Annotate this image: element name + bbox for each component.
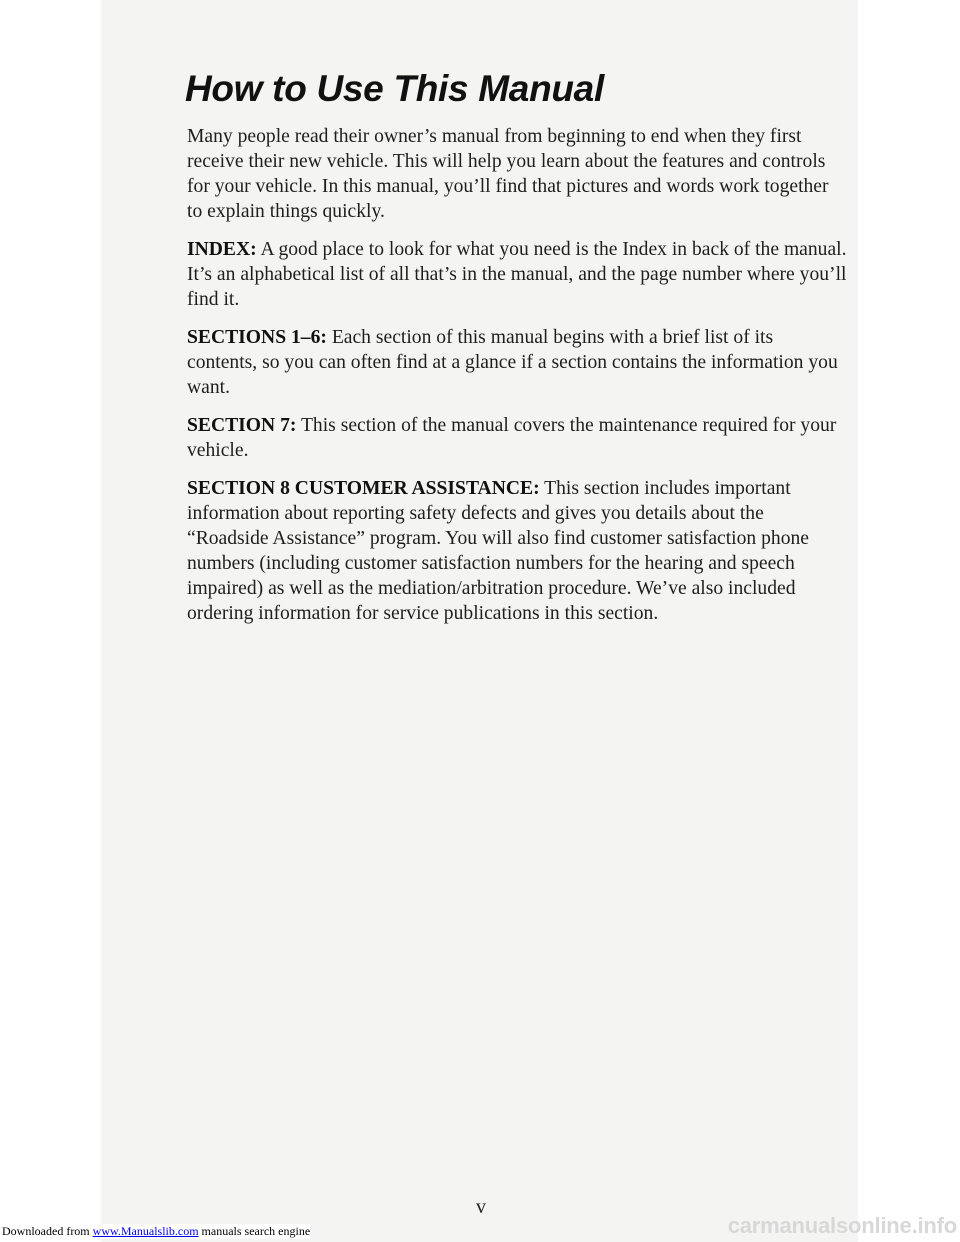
paragraph-text: Each section of this manual begins with a brief list of its contents, so you can often find at a glance if a section contains the information you want. xyxy=(187,327,838,398)
paragraph-text: Many people read their owner’s manual from beginning to end when they first receive their new vehicle. This will help you learn about the features and controls for your vehicle. In this manual, you’ll find that pictures and words work together to explain things quickly. xyxy=(187,126,829,222)
page-content xyxy=(187,124,847,639)
index-paragraph xyxy=(187,237,847,312)
section-8-paragraph xyxy=(187,476,847,626)
paragraph-lead: INDEX: xyxy=(187,239,257,260)
footer-prefix: Downloaded from xyxy=(2,1224,93,1238)
page-title: How to Use This Manual xyxy=(185,68,604,109)
paragraph-lead: SECTION 8 CUSTOMER ASSISTANCE: xyxy=(187,478,540,499)
paragraph-text: This section of the manual covers the maintenance required for your vehicle. xyxy=(187,415,837,461)
page-number: v xyxy=(476,1196,486,1218)
paragraph-lead: SECTION 7: xyxy=(187,415,297,436)
sections-1-6-paragraph xyxy=(187,325,847,400)
footer-suffix: manuals search engine xyxy=(198,1224,311,1238)
paragraph-text: A good place to look for what you need is the Index in back of the manual. It’s an alphabetical list of all that’s in the manual, and the page number where you’ll find it. xyxy=(187,239,847,310)
intro-paragraph xyxy=(187,124,847,224)
manualslib-link[interactable]: www.Manualslib.com xyxy=(92,1224,199,1238)
paragraph-lead: SECTIONS 1–6: xyxy=(187,327,327,348)
paragraph-text: This section includes important information about reporting safety defects and gives you details about the “Roadside Assistance” program. You will also find customer satisfaction phone numbers (including customer satisfaction numbers for the hearing and speech impaired) as well as the mediation/arbitration procedure. We’ve also included ordering information for service publications in this section. xyxy=(187,478,809,624)
section-7-paragraph xyxy=(187,413,847,463)
watermark-text: carmanualsonline.info xyxy=(727,1213,957,1238)
download-footer xyxy=(2,1224,310,1239)
